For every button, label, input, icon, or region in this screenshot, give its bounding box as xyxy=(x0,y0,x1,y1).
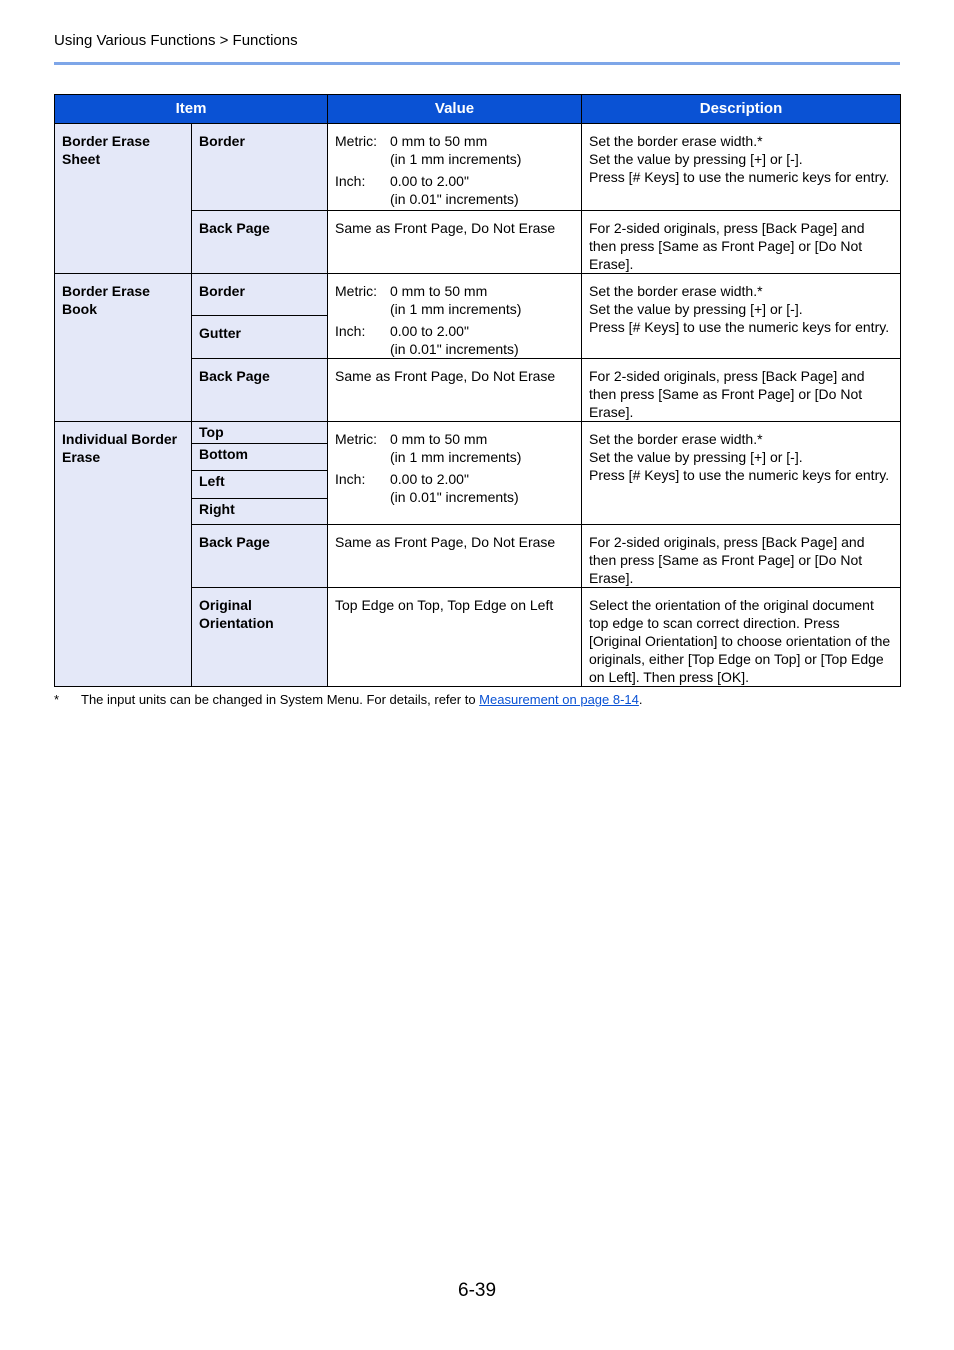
group-item: Border Erase Sheet xyxy=(55,124,192,274)
settings-table xyxy=(54,94,901,687)
page-number: 6-39 xyxy=(458,1280,497,1301)
footnote-text: The input units can be changed in System Menu. For details, refer to xyxy=(81,692,480,707)
sub-item: Left xyxy=(192,471,328,499)
sub-item: Back Page xyxy=(192,359,328,422)
sub-item: Top xyxy=(192,422,328,444)
description-cell: Set the border erase width.* Set the value by pressing [+] or [-]. Press [# Keys] to use the numeric keys for entry. xyxy=(582,274,901,359)
value-cell: Metric: 0 mm to 50 mm (in 1 mm increments) Inch: 0.00 to 2.00" (in 0.01" increments) xyxy=(328,422,582,525)
header-rule xyxy=(54,62,900,65)
footnote: * The input units can be changed in System Menu. For details, refer to Measurement on page 8-14. xyxy=(54,692,643,707)
description-cell: For 2-sided originals, press [Back Page] and then press [Same as Front Page] or [Do Not Erase]. xyxy=(582,211,901,274)
group-item: Border Erase Book xyxy=(55,274,192,422)
column-header-value: Value xyxy=(328,95,582,124)
footnote-mark: * xyxy=(54,692,60,707)
sub-item: Right xyxy=(192,499,328,525)
description-cell: Set the border erase width.* Set the value by pressing [+] or [-]. Press [# Keys] to use the numeric keys for entry. xyxy=(582,422,901,525)
description-cell: For 2-sided originals, press [Back Page] and then press [Same as Front Page] or [Do Not Erase]. xyxy=(582,525,901,588)
inch-label: Inch: xyxy=(335,173,366,189)
table-header-row xyxy=(55,95,901,124)
sub-item: Original Orientation xyxy=(192,588,328,687)
value-cell: Top Edge on Top, Top Edge on Left xyxy=(328,588,582,687)
breadcrumb: Using Various Functions > Functions xyxy=(54,32,298,49)
table-row xyxy=(55,124,901,211)
sub-item: Border xyxy=(192,274,328,316)
value-cell: Same as Front Page, Do Not Erase xyxy=(328,359,582,422)
measurement-link[interactable]: Measurement on page 8-14 xyxy=(479,692,639,707)
sub-item: Gutter xyxy=(192,315,328,358)
sub-item: Back Page xyxy=(192,211,328,274)
description-cell: Select the orientation of the original document top edge to scan correct direction. Press [Original Orientation] to choose orientation of the originals, either [Top Edge on Top] or [Top Edge on Left]. Then press [OK]. xyxy=(582,588,901,687)
sub-item: Bottom xyxy=(192,444,328,471)
column-header-item: Item xyxy=(55,95,328,124)
metric-value: 0 mm to 50 mm xyxy=(390,133,488,149)
sub-item: Back Page xyxy=(192,525,328,588)
table-row xyxy=(55,274,901,316)
inch-value: 0.00 to 2.00" xyxy=(390,173,469,189)
group-item: Individual Border Erase xyxy=(55,422,192,687)
value-cell: Same as Front Page, Do Not Erase xyxy=(328,525,582,588)
metric-label: Metric: xyxy=(335,133,377,149)
inch-note: (in 0.01" increments) xyxy=(390,191,519,207)
sub-item: Border xyxy=(192,124,328,211)
description-cell: Set the border erase width.* Set the value by pressing [+] or [-]. Press [# Keys] to use the numeric keys for entry. xyxy=(582,124,901,211)
metric-note: (in 1 mm increments) xyxy=(390,151,522,167)
value-cell xyxy=(328,124,582,211)
value-cell: Metric: 0 mm to 50 mm (in 1 mm increments) Inch: 0.00 to 2.00" (in 0.01" increments) xyxy=(328,274,582,359)
column-header-description: Description xyxy=(582,95,901,124)
value-cell: Same as Front Page, Do Not Erase xyxy=(328,211,582,274)
table-row xyxy=(55,422,901,444)
description-cell: For 2-sided originals, press [Back Page] and then press [Same as Front Page] or [Do Not Erase]. xyxy=(582,359,901,422)
